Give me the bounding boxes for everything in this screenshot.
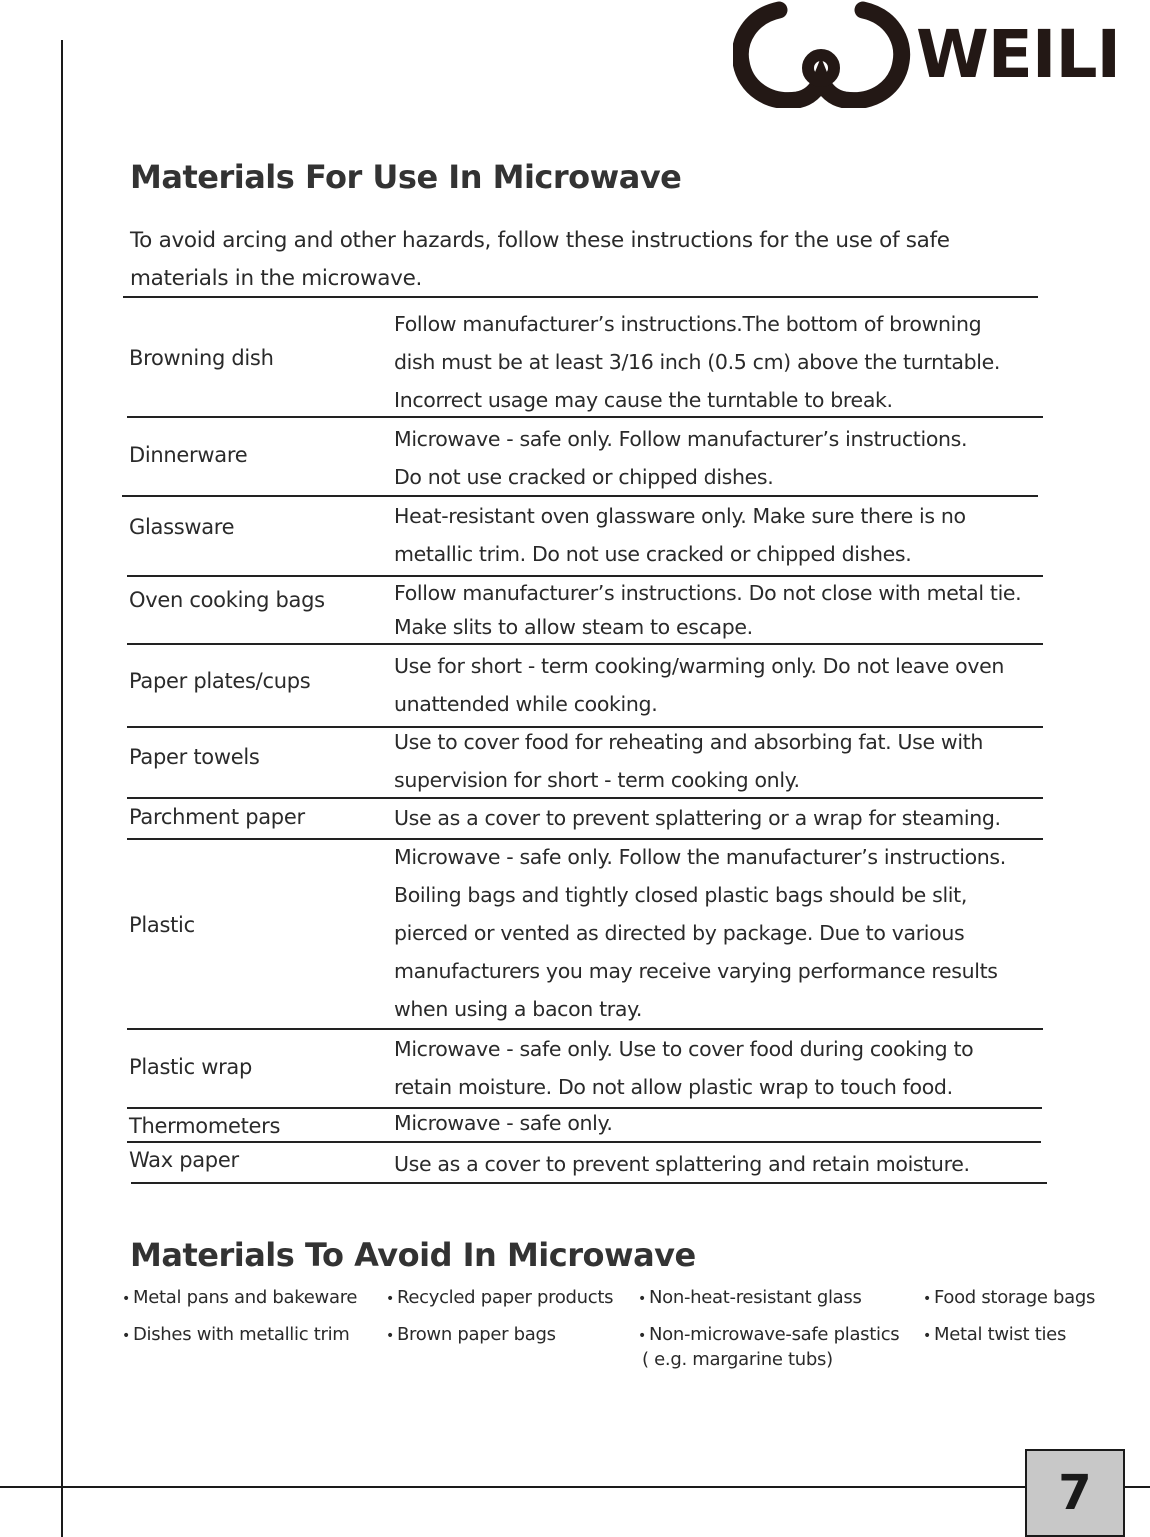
- row-desc-paper-plates-cups: Use for short - term cooking/warming only. Do not leave oven unattended while cooking.: [394, 654, 1005, 716]
- row-desc-glassware: Heat-resistant oven glassware only. Make sure there is no metallic trim. Do not use cracked or chipped dishes.: [394, 504, 966, 566]
- avoid-item: • Food storage bags: [923, 1287, 1096, 1308]
- row-label-thermometers: Thermometers: [129, 1114, 281, 1138]
- row-label-browning-dish: Browning dish: [129, 346, 274, 370]
- row-label-parchment-paper: Parchment paper: [129, 805, 305, 829]
- row-label-paper-plates-cups: Paper plates/cups: [129, 669, 311, 693]
- avoid-item: • Brown paper bags: [386, 1324, 556, 1345]
- brand-name: WEILI: [916, 16, 1121, 93]
- row-desc-plastic: Microwave - safe only. Follow the manufacturer’s instructions. Boiling bags and tightly closed plastic bags should be slit, pierced or vented as directed by package. Due to various manufacturers you may receive varying performance results when using a bacon tray.: [394, 845, 1006, 1021]
- row-desc-plastic-wrap: Microwave - safe only. Use to cover food during cooking to retain moisture. Do not allow plastic wrap to touch food.: [394, 1037, 974, 1099]
- bullet-icon: •: [122, 1328, 130, 1344]
- bottom-margin-line: [0, 1486, 1150, 1488]
- row-desc-oven-cooking-bags: Follow manufacturer’s instructions. Do not close with metal tie. Make slits to allow steam to escape.: [394, 581, 1022, 639]
- avoid-item: • Dishes with metallic trim: [122, 1324, 350, 1345]
- bullet-icon: •: [638, 1291, 646, 1307]
- avoid-item: • Metal pans and bakeware: [122, 1287, 358, 1308]
- row-label-glassware: Glassware: [129, 515, 235, 539]
- section-title-use: Materials For Use In Microwave: [130, 158, 682, 196]
- avoid-item: • Non-microwave-safe plastics: [638, 1324, 900, 1345]
- row-desc-parchment-paper: Use as a cover to prevent splattering or a wrap for steaming.: [394, 806, 1001, 830]
- table-rule: [123, 296, 1038, 298]
- row-desc-paper-towels: Use to cover food for reheating and absorbing fat. Use with supervision for short - term cooking only.: [394, 730, 984, 792]
- row-label-dinnerware: Dinnerware: [129, 443, 248, 467]
- bullet-icon: •: [122, 1291, 130, 1307]
- row-label-paper-towels: Paper towels: [129, 745, 260, 769]
- row-desc-dinnerware: Microwave - safe only. Follow manufacturer’s instructions. Do not use cracked or chipped dishes.: [394, 427, 968, 489]
- weili-logo: [733, 0, 1150, 108]
- row-desc-wax-paper: Use as a cover to prevent splattering and retain moisture.: [394, 1152, 970, 1176]
- page-number: 7: [1025, 1449, 1125, 1537]
- bullet-icon: •: [638, 1328, 646, 1344]
- bullet-icon: •: [923, 1328, 931, 1344]
- row-label-oven-cooking-bags: Oven cooking bags: [129, 588, 325, 612]
- avoid-item: • Non-heat-resistant glass: [638, 1287, 862, 1308]
- row-label-wax-paper: Wax paper: [129, 1148, 239, 1172]
- bullet-icon: •: [386, 1291, 394, 1307]
- bullet-icon: •: [923, 1291, 931, 1307]
- intro-text: To avoid arcing and other hazards, follow these instructions for the use of safe materials in the microwave.: [130, 228, 950, 291]
- avoid-item: • Recycled paper products: [386, 1287, 614, 1308]
- row-desc-thermometers: Microwave - safe only.: [394, 1111, 613, 1135]
- row-desc-browning-dish: Follow manufacturer’s instructions.The bottom of browning dish must be at least 3/16 inch (0.5 cm) above the turntable. Incorrect usage may cause the turntable to break.: [394, 312, 1001, 412]
- avoid-item: • Metal twist ties: [923, 1324, 1067, 1345]
- left-margin-line: [61, 40, 63, 1537]
- section-title-avoid: Materials To Avoid In Microwave: [130, 1236, 696, 1274]
- bullet-icon: •: [386, 1328, 394, 1344]
- avoid-item-note: ( e.g. margarine tubs): [642, 1349, 833, 1370]
- weili-logo-mark-icon: [733, 0, 913, 108]
- row-label-plastic: Plastic: [129, 913, 195, 937]
- row-label-plastic-wrap: Plastic wrap: [129, 1055, 253, 1079]
